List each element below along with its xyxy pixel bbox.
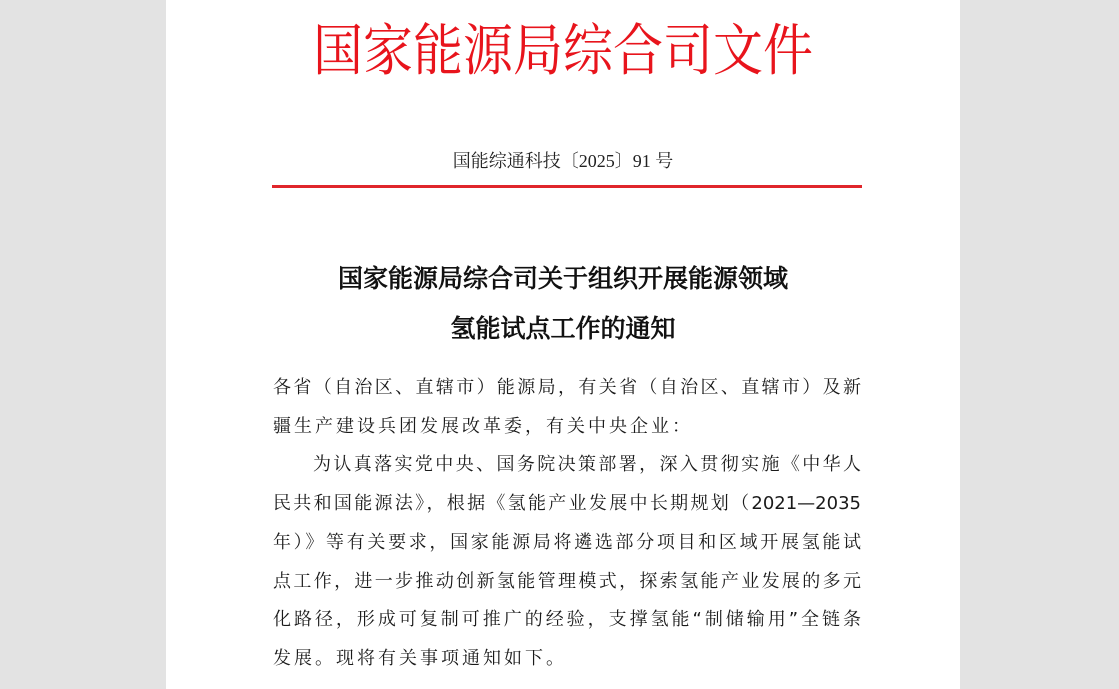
salutation-line-2: 疆生产建设兵团发展改革委，有关中央企业：	[273, 415, 693, 437]
notice-title-line-1: 国家能源局综合司关于组织开展能源领域	[337, 264, 788, 293]
paragraph-line: 年）》等有关要求，国家能源局将遴选部分项目和区域开展氢能试	[273, 531, 861, 553]
paragraph-line: 点工作，进一步推动创新氢能管理模式，探索氢能产业发展的多元	[273, 570, 861, 592]
document-number: 国能综通科技〔2025〕91 号	[452, 151, 674, 171]
document-page	[166, 0, 960, 689]
notice-title	[166, 254, 960, 354]
red-divider-line	[272, 185, 862, 188]
paragraph-line: 化路径，形成可复制可推广的经验，支撑氢能“制储输用”全链条	[273, 609, 861, 631]
document-body	[273, 369, 861, 679]
salutation-line-1: 各省（自治区、直辖市）能源局，有关省（自治区、直辖市）及新	[273, 377, 861, 398]
notice-title-line-2: 氢能试点工作的通知	[450, 314, 676, 343]
paragraph-line: 民共和国能源法》，根据《氢能产业发展中长期规划（2021—2035	[273, 493, 861, 515]
paragraph-line: 发展。现将有关事项通知如下。	[273, 647, 567, 669]
paragraph-line: 为认真落实党中央、国务院决策部署，深入贯彻实施《中华人	[313, 454, 861, 476]
masthead-title: 国家能源局综合司文件	[313, 18, 813, 84]
